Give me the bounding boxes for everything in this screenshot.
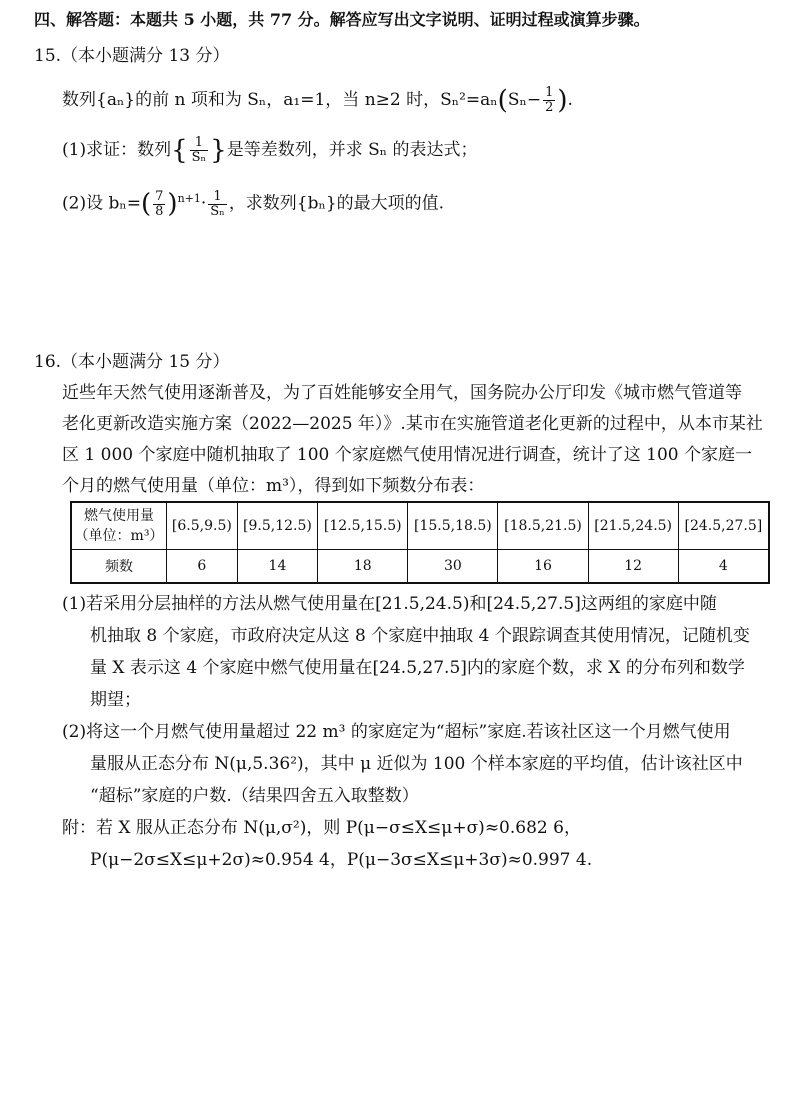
- interval-cell: [15.5,18.5): [408, 502, 498, 550]
- q16-para-line: 近些年天然气使用逐渐普及，为了百姓能够安全用气，国务院办公厅印发《城市燃气管道等: [62, 383, 742, 403]
- q16-part1-line: (1)若采用分层抽样的方法从燃气使用量在[21.5,24.5)和[24.5,27.5]这两组的家庭中随: [62, 594, 717, 614]
- q16-header: [34, 350, 230, 374]
- header-line-1: 燃气使用量: [84, 508, 154, 524]
- interval-cell: [6.5,9.5): [167, 502, 238, 550]
- q16-part2-line: 量服从正态分布 N(μ,5.36²)，其中 μ 近似为 100 个样本家庭的平均值，估计该社区中: [90, 754, 743, 774]
- interval-cell: [12.5,15.5): [318, 502, 408, 550]
- q16-part2-line: “超标”家庭的户数.（结果四舍五入取整数）: [90, 786, 419, 806]
- q15-part1-a: (1)求证：数列: [62, 140, 172, 160]
- q15-part2-a: (2)设 bₙ=: [62, 193, 141, 214]
- right-brace: }: [210, 135, 227, 166]
- q15-part2: [62, 187, 444, 219]
- part1-fraction: $\frac{1}{\text{Sₙ}}$: [191, 135, 207, 165]
- freq-cell: 12: [588, 550, 678, 584]
- table-header-cell: [71, 502, 167, 550]
- right-paren: ): [557, 85, 568, 116]
- left-paren-2: (: [140, 189, 152, 220]
- part2-dot: ·: [200, 193, 207, 214]
- q15-points: （本小题满分 13 分）: [61, 46, 230, 66]
- q16-part1-line: 量 X 表示这 4 个家庭中燃气使用量在[24.5,27.5]内的家庭个数，求 X 的分布列和数学: [90, 658, 745, 678]
- q15-stem-a: 数列{aₙ}的前 n 项和为 Sₙ，a₁=1，当 n≥2 时，Sₙ²=aₙ: [62, 90, 498, 110]
- q16-para-line: 个月的燃气使用量（单位：m³），得到如下频数分布表：: [62, 476, 485, 496]
- freq-cell: 30: [408, 550, 498, 584]
- q15-stem-b: Sₙ−: [507, 90, 542, 110]
- interval-cell: [18.5,21.5): [498, 502, 588, 550]
- q15-header: [34, 44, 230, 68]
- q15-stem: [62, 86, 573, 115]
- freq-cell: 4: [678, 550, 769, 584]
- q16-number: 16.: [34, 352, 62, 372]
- freq-cell: 18: [318, 550, 408, 584]
- part2-fraction: $\frac{7}{8}$: [155, 188, 164, 219]
- q16-part1-line: 机抽取 8 个家庭，市政府决定从这 8 个家庭中抽取 4 个跟踪调查其使用情况，记随机变: [90, 626, 750, 646]
- section-heading: 四、解答题：本题共 5 小题，共 77 分。解答应写出文字说明、证明过程或演算步骤。: [34, 10, 650, 29]
- q16-para-line: 区 1 000 个家庭中随机抽取了 100 个家庭燃气使用情况进行调查，统计了这 100 个家庭一: [62, 445, 752, 465]
- q15-number: 15.: [34, 46, 62, 66]
- table-row: [71, 550, 769, 584]
- q16-part2-line: (2)将这一个月燃气使用量超过 22 m³ 的家庭定为“超标”家庭.若该社区这一个月燃气使用: [62, 722, 731, 742]
- header-line-2: （单位：m³）: [74, 528, 164, 544]
- q16-para-line: 老化更新改造实施方案（2022—2025 年）》.某市在实施管道老化更新的过程中，从本市某社: [62, 414, 763, 434]
- stem-fraction: $\frac{1}{2}$: [545, 85, 554, 115]
- frequency-table: [70, 501, 770, 584]
- part2-fraction-2: $\frac{1}{\text{Sₙ}}$: [210, 188, 225, 219]
- appendix-line: 附：若 X 服从正态分布 N(μ,σ²)，则 P(μ−σ≤X≤μ+σ)≈0.682 6，: [62, 818, 581, 838]
- interval-cell: [21.5,24.5): [588, 502, 678, 550]
- freq-cell: 6: [167, 550, 238, 584]
- left-paren: (: [497, 85, 508, 116]
- q15-stem-end: .: [567, 90, 573, 110]
- part2-exponent: n+1: [177, 192, 201, 205]
- table-row: [71, 502, 769, 550]
- interval-cell: [9.5,12.5): [237, 502, 317, 550]
- freq-label-cell: 频数: [71, 550, 167, 584]
- q15-part1: [62, 136, 478, 165]
- q15-part1-b: 是等差数列，并求 Sₙ 的表达式；: [226, 140, 478, 160]
- interval-cell: [24.5,27.5]: [678, 502, 769, 550]
- q15-part2-b: ，求数列{bₙ}的最大项的值.: [228, 193, 445, 214]
- right-paren-2: ): [167, 189, 178, 220]
- q16-part1-line: 期望；: [90, 690, 141, 710]
- q16-points: （本小题满分 15 分）: [61, 352, 230, 372]
- appendix-line: P(μ−2σ≤X≤μ+2σ)≈0.954 4，P(μ−3σ≤X≤μ+3σ)≈0.997 4.: [90, 850, 593, 870]
- freq-cell: 14: [237, 550, 317, 584]
- freq-cell: 16: [498, 550, 588, 584]
- left-brace: {: [171, 135, 188, 166]
